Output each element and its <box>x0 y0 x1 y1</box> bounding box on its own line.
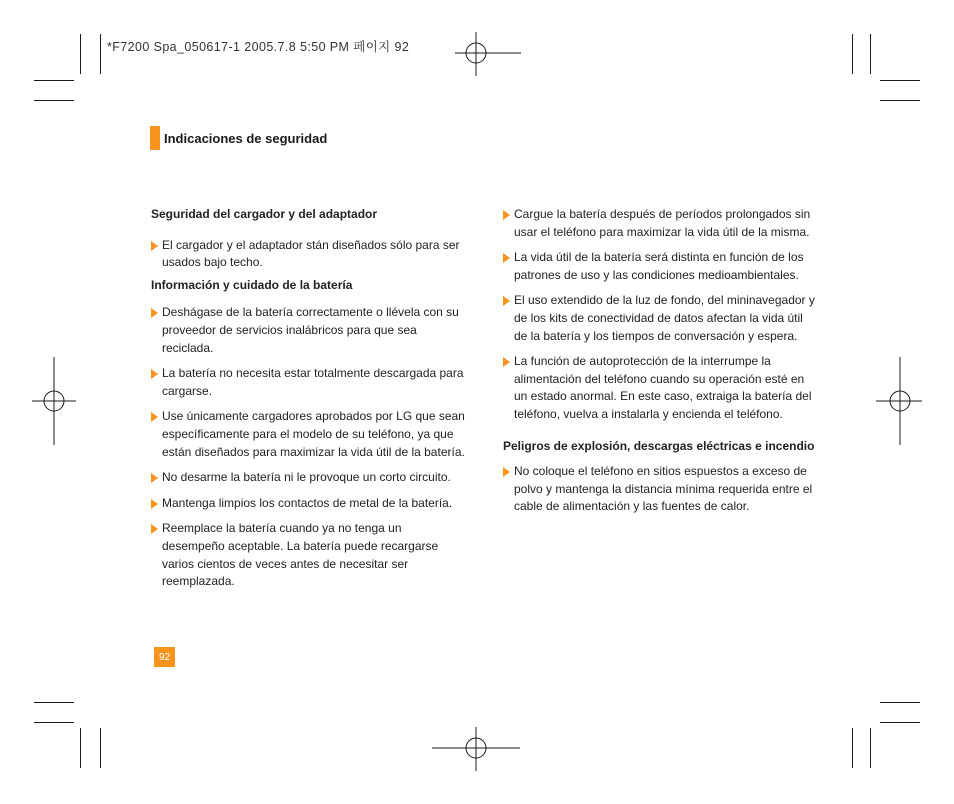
list-item <box>151 304 467 357</box>
triangle-bullet-icon <box>503 467 510 477</box>
list-item-text: El uso extendido de la luz de fondo, del mininavegador y de los kits de conectividad de datos afectan la vida útil de la batería y los tiempos de conversación y espera. <box>514 293 815 343</box>
triangle-bullet-icon <box>151 308 158 318</box>
list-item-text: No coloque el teléfono en sitios espuestos a exceso de polvo y mantenga la distancia mínima requerida entre el cable de alimentación y las fuentes de calor. <box>514 464 813 514</box>
list-item <box>151 469 467 487</box>
subheading-battery-care: Información y cuidado de la batería <box>151 277 353 292</box>
list-item <box>503 353 819 423</box>
list-item <box>503 463 819 516</box>
list-item-text: La función de autoprotección de la interrumpe la alimentación del teléfono cuando su operación esté en un estado anormal. En este caso, extraiga la batería del teléfono, vuelva a instalarla y encienda el teléfono. <box>514 354 812 421</box>
crop-mark <box>880 100 920 101</box>
triangle-bullet-icon <box>151 369 158 379</box>
crop-mark <box>852 34 853 74</box>
crop-mark <box>80 34 81 74</box>
crop-mark <box>34 80 74 81</box>
list-item <box>503 249 819 284</box>
triangle-bullet-icon <box>151 473 158 483</box>
registration-mark-right <box>876 357 922 445</box>
crop-mark <box>852 728 853 768</box>
subheading-charger-safety: Seguridad del cargador y del adaptador <box>151 207 378 221</box>
list-item-text: Use únicamente cargadores aprobados por LG que sean específicamente para el modelo de su teléfono, ya que están diseñados para maximizar la vida útil de la batería. <box>162 409 465 459</box>
crop-mark <box>870 34 871 74</box>
crop-mark <box>34 702 74 703</box>
list-item-text: La batería no necesita estar totalmente descargada para cargarse. <box>162 366 464 398</box>
list-item-text: La vida útil de la batería será distinta en función de los patrones de uso y las condiciones medioambientales. <box>514 250 804 282</box>
list-item <box>503 206 819 241</box>
triangle-bullet-icon <box>503 357 510 367</box>
triangle-bullet-icon <box>151 524 158 534</box>
crop-mark <box>100 728 101 768</box>
list-item <box>151 408 467 461</box>
list-item-text: Cargue la batería después de períodos prolongados sin usar el teléfono para maximizar la vida útil de la misma. <box>514 207 811 239</box>
list-item-text: El cargador y el adaptador stán diseñados sólo para ser usados bajo techo. <box>162 237 460 270</box>
list-item <box>151 520 467 590</box>
triangle-bullet-icon <box>151 412 158 422</box>
list-item <box>151 365 467 400</box>
triangle-bullet-icon <box>503 296 510 306</box>
list-item-text: Mantenga limpios los contactos de metal de la batería. <box>162 495 453 510</box>
crop-mark <box>870 728 871 768</box>
triangle-bullet-icon <box>151 241 158 251</box>
list-item-text: No desarme la batería ni le provoque un corto circuito. <box>162 470 451 485</box>
crop-mark <box>80 728 81 768</box>
crop-mark <box>34 100 74 101</box>
crop-mark <box>34 722 74 723</box>
left-column <box>151 206 467 599</box>
list-item-text: Deshágase de la batería correctamente o llévela con su proveedor de servicios inalábricos para que sea reciclada. <box>162 305 459 355</box>
triangle-bullet-icon <box>503 210 510 220</box>
list-item-text: Reemplace la batería cuando ya no tenga un desempeño aceptable. La batería puede recargarse varios cientos de veces antes de necesitar ser reemplazada. <box>162 521 439 589</box>
subheading-explosion-hazards: Peligros de explosión, descargas eléctricas e incendio <box>503 438 815 453</box>
print-slug: *F7200 Spa_050617-1 2005.7.8 5:50 PM 페이지 92 <box>107 40 410 54</box>
right-column <box>503 206 819 524</box>
crop-mark <box>880 80 920 81</box>
list-item <box>151 237 467 272</box>
list-item <box>503 292 819 345</box>
section-title: Indicaciones de seguridad <box>164 131 328 146</box>
page-number: 92 <box>154 647 175 667</box>
triangle-bullet-icon <box>503 253 510 263</box>
registration-mark-top <box>455 32 521 78</box>
crop-mark <box>100 34 101 74</box>
registration-mark-left <box>32 357 78 445</box>
triangle-bullet-icon <box>151 499 158 509</box>
crop-mark <box>880 722 920 723</box>
crop-mark <box>880 702 920 703</box>
registration-mark-bottom <box>432 727 520 773</box>
list-item <box>151 495 467 513</box>
section-accent-bar <box>150 126 160 150</box>
